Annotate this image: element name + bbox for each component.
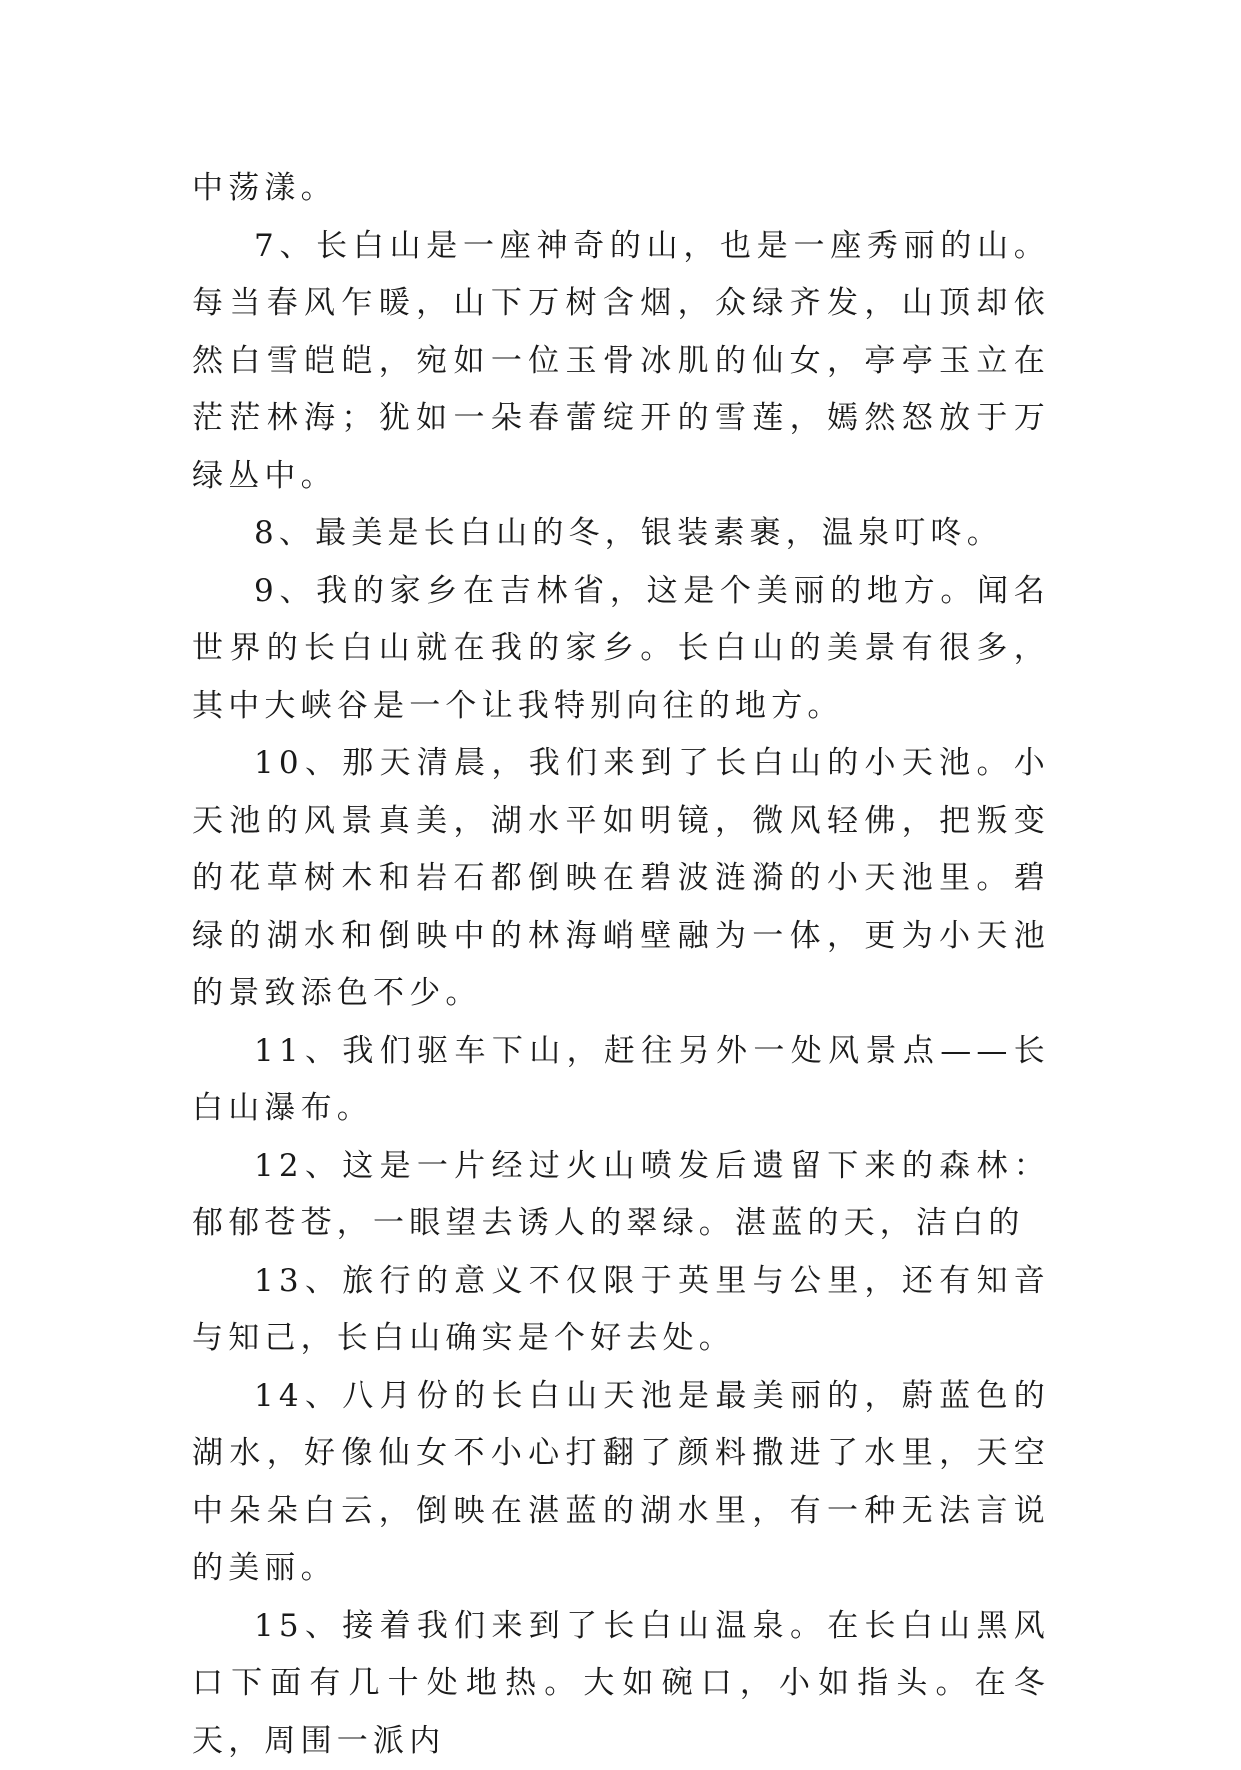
paragraph-continuation: 中荡漾。: [192, 160, 1050, 218]
document-body: [192, 160, 1050, 1770]
paragraph-9: 9、我的家乡在吉林省，这是个美丽的地方。闻名世界的长白山就在我的家乡。长白山的美景有很多，其中大峡谷是一个让我特别向往的地方。: [192, 563, 1050, 736]
paragraph-10: 10、那天清晨，我们来到了长白山的小天池。小天池的风景真美，湖水平如明镜，微风轻佛，把叛变的花草树木和岩石都倒映在碧波涟漪的小天池里。碧绿的湖水和倒映中的林海峭壁融为一体，更为小天池的景致添色不少。: [192, 735, 1050, 1023]
paragraph-15: 15、接着我们来到了长白山温泉。在长白山黑风口下面有几十处地热。大如碗口，小如指头。在冬天，周围一派内: [192, 1598, 1050, 1770]
paragraph-13: 13、旅行的意义不仅限于英里与公里，还有知音与知己，长白山确实是个好去处。: [192, 1253, 1050, 1368]
paragraph-14: 14、八月份的长白山天池是最美丽的，蔚蓝色的湖水，好像仙女不小心打翻了颜料撒进了水里，天空中朵朵白云，倒映在湛蓝的湖水里，有一种无法言说的美丽。: [192, 1368, 1050, 1598]
paragraph-7: 7、长白山是一座神奇的山，也是一座秀丽的山。每当春风乍暖，山下万树含烟，众绿齐发，山顶却依然白雪皑皑，宛如一位玉骨冰肌的仙女，亭亭玉立在茫茫林海；犹如一朵春蕾绽开的雪莲，嫣然怒放于万绿丛中。: [192, 218, 1050, 506]
paragraph-11: 11、我们驱车下山，赶往另外一处风景点——长白山瀑布。: [192, 1023, 1050, 1138]
paragraph-8: 8、最美是长白山的冬，银装素裹，温泉叮咚。: [192, 505, 1050, 563]
paragraph-12: 12、这是一片经过火山喷发后遗留下来的森林：郁郁苍苍，一眼望去诱人的翠绿。湛蓝的天，洁白的: [192, 1138, 1050, 1253]
